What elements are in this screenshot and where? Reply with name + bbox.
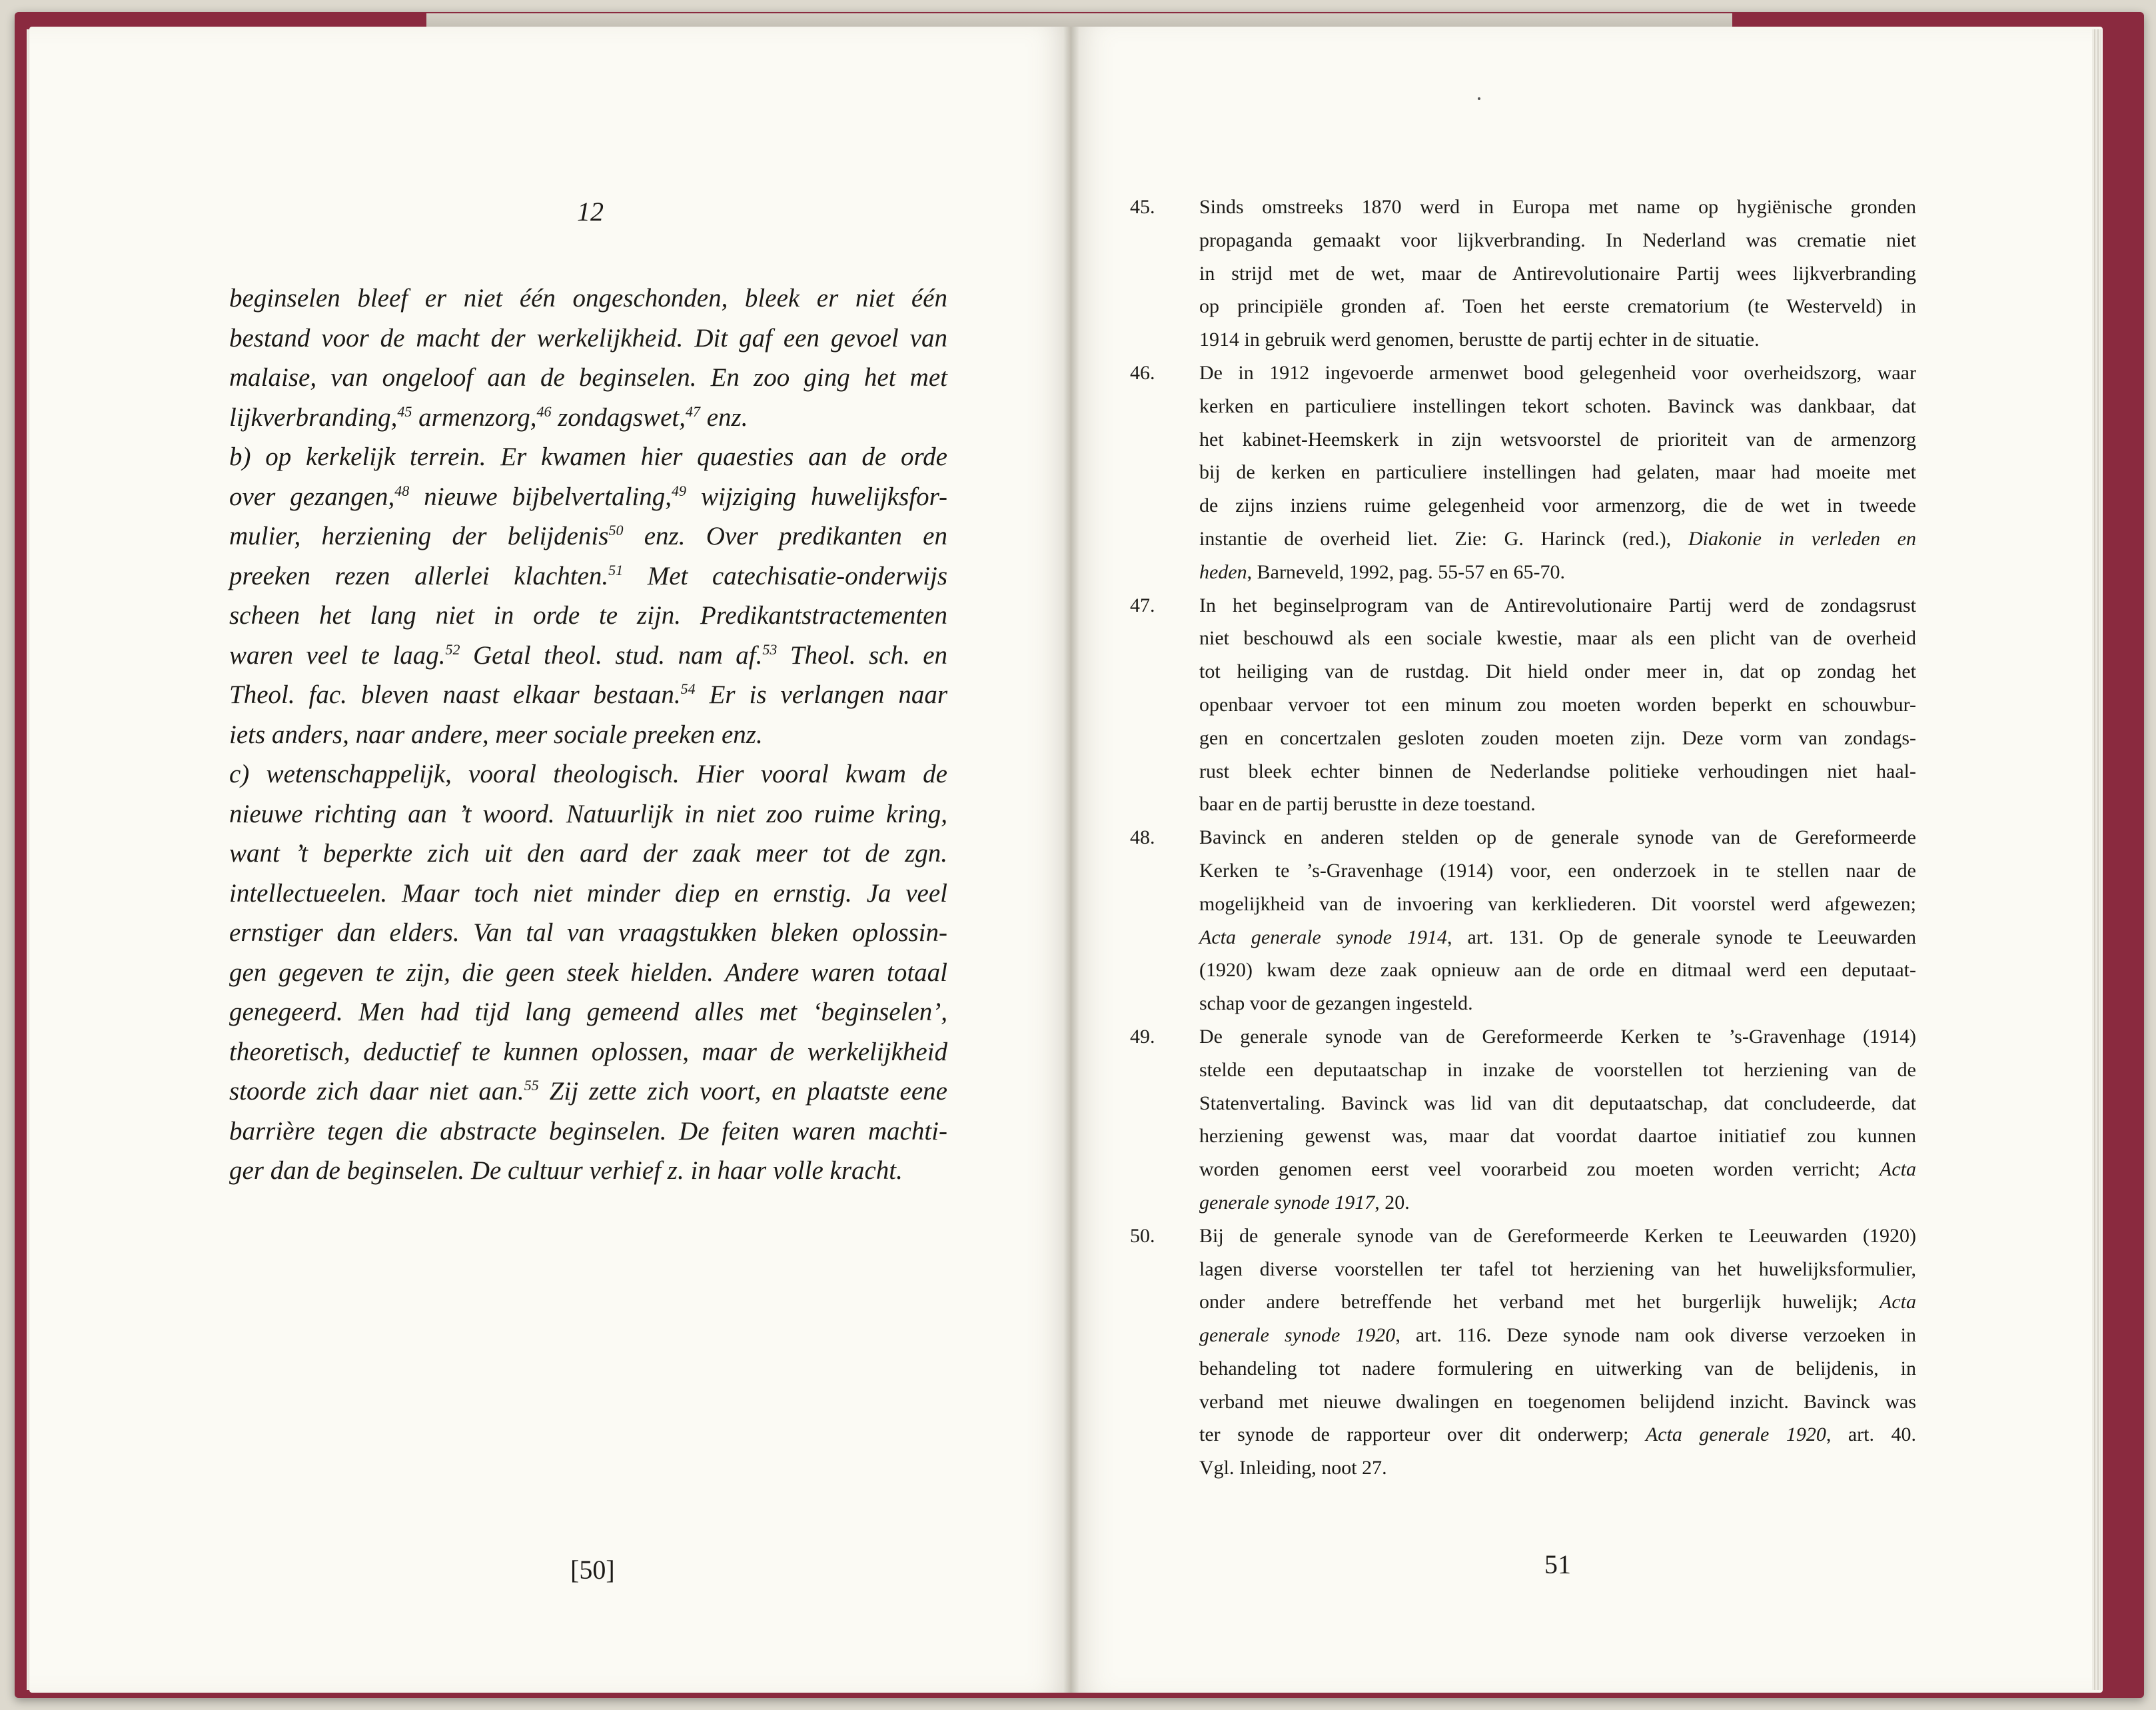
endnote-text: Statenvertaling. Bavinck was lid van dit deputaatschap, dat concludeerde, dat [1199,1092,1916,1114]
endnote-text: rust bleek echter binnen de Nederlandse politieke verhoudingen niet haal- [1199,760,1916,782]
endnote-text: propaganda gemaakt voor lijkverbranding. In Nederland was crematie niet [1199,229,1916,251]
endnote-line [1199,423,1916,456]
body-line [229,358,947,398]
endnote-line [1199,556,1916,589]
body-text: over gezangen, [229,482,395,511]
body-text: armenzorg, [412,403,537,432]
endnote-number: 48. [1130,826,1155,849]
body-text: waren veel te laag. [229,640,446,670]
body-line [229,834,947,874]
body-text: b) op kerkelijk terrein. Er kwamen hier quaesties aan de orde [229,442,947,471]
endnote-text: , art. 116. Deze synode nam ook diverse verzoeken in [1395,1324,1917,1347]
endnote-line [1199,1120,1916,1153]
left-folio: [50] [570,1555,615,1585]
body-line [229,1072,947,1112]
endnote-line [1199,722,1916,755]
body-line [229,279,947,319]
endnote-line [1199,323,1916,357]
endnote-text: mogelijkheid van de invoering van kerkliederen. Dit voorstel werd afgewezen; [1199,892,1916,915]
endnote-italic-text: Acta generale 1920 [1645,1423,1826,1446]
endnote-line [1199,1153,1916,1186]
body-text: bestand voor de macht der werkelijkheid. Dit gaf een gevoel van [229,323,947,353]
body-line [229,715,947,755]
endnote-line [1199,854,1916,888]
endnote-text: het kabinet-Heemskerk in zijn wetsvoorstel de prioriteit van de armenzorg [1199,428,1916,450]
endnote-text: Bavinck en anderen stelden op de generale synode van de Gereformeerde [1199,826,1916,849]
endnote-line [1199,1319,1916,1352]
endnote-text: onder andere betreffende het verband met het burgerlijk huwelijk; [1199,1291,1880,1313]
endnote [1130,821,1916,1020]
endnote-text: ter synode de rapporteur over dit onderwerp; [1199,1423,1646,1446]
body-text: Theol. sch. en [777,640,947,670]
chapter-number: 12 [577,197,604,227]
endnote-text: in strijd met de wet, maar de Antirevolutionaire Partij wees lijkverbranding [1199,262,1916,285]
endnote-line [1199,821,1916,854]
body-text: nieuwe bijbelvertaling, [409,482,672,511]
endnote-italic-text: generale synode 1920 [1199,1324,1396,1347]
endnote-line [1199,1385,1916,1419]
endnote-text: kerken en particuliere instellingen tekort schoten. Bavinck was dankbaar, dat [1199,395,1916,417]
body-text: barrière tegen die abstracte beginselen. De feiten waren machti- [229,1116,947,1146]
endnote-italic-text: Diakonie in verleden en [1688,527,1917,550]
endnote-text: De in 1912 ingevoerde armenwet bood gelegenheid voor overheidszorg, waar [1199,361,1916,384]
endnote [1130,589,1916,822]
body-line [229,477,947,517]
endnote-line [1199,688,1916,722]
footnote-ref: 53 [762,640,778,658]
page-edges-right [2092,29,2101,1690]
endnote-text: Bij de generale synode van de Gereformeerde Kerken te Leeuwarden (1920) [1199,1224,1916,1247]
endnote-text: De generale synode van de Gereformeerde Kerken te ’s-Gravenhage (1914) [1199,1025,1916,1048]
endnote-line [1199,622,1916,655]
paper-speck [1478,97,1480,100]
body-text: Met catechisatie-onderwijs [623,561,947,590]
body-line [229,675,947,715]
body-text: preeken rezen allerlei klachten. [229,561,609,590]
endnote-text: herziening gewenst was, maar dat voordat daartoe initiatief zou kunnen [1199,1125,1916,1148]
body-text: genegeerd. Men had tijd lang gemeend alles met ‘beginselen’, [229,998,947,1026]
endnote-line [1199,655,1916,688]
endnote-text: In het beginselprogram van de Antirevolutionaire Partij werd de zondagsrust [1199,594,1916,616]
endnote-number: 45. [1130,196,1155,218]
body-line [229,794,947,834]
body-line [229,913,947,953]
left-page-body [229,279,947,1191]
endnote-text: verband met nieuwe dwalingen en toegenomen belijdend inzicht. Bavinck was [1199,1390,1916,1413]
body-line [229,953,947,993]
body-text: Getal theol. stud. nam af. [460,640,763,670]
body-line [229,556,947,596]
body-line [229,874,947,914]
endnote-text: Sinds omstreeks 1870 werd in Europa met name op hygiënische gronden [1199,196,1916,218]
endnote-line [1199,589,1916,622]
endnote-text: stelde een deputaatschap in inzake de voorstellen tot herziening van de [1199,1058,1916,1081]
body-line [229,754,947,794]
footnote-ref: 46 [536,403,552,420]
endnote-line [1199,456,1916,489]
endnote-text: Vgl. Inleiding, noot 27. [1199,1457,1387,1479]
endnote-text: schap voor de gezangen ingesteld. [1199,992,1473,1015]
footnote-ref: 55 [524,1077,539,1094]
footnote-ref: 50 [608,522,624,538]
body-line [229,1032,947,1072]
endnote-line [1199,290,1916,323]
endnote-text: lagen diverse voorstellen ter tafel tot herziening van het huwelijksformulier, [1199,1258,1916,1280]
body-text: scheen het lang niet in orde te zijn. Predikantstractementen [229,601,947,630]
endnote-line [1199,1253,1916,1286]
body-text: enz. [700,403,748,432]
body-line [229,398,947,438]
endnote-text: baar en de partij berustte in deze toestand. [1199,793,1536,816]
endnote-line [1199,1418,1916,1451]
body-text: wijziging huwelijksfor- [686,482,947,511]
body-text: want ’t beperkte zich uit den aard der zaak meer tot de zgn. [229,839,947,868]
endnote-text: tot heiliging van de rustdag. Dit hield onder meer in, dat op zondag het [1199,660,1916,683]
footnote-ref: 54 [680,680,696,697]
endnote-line [1199,357,1916,390]
body-text: malaise, van ongeloof aan de beginselen. En zoo ging het met [229,363,947,392]
endnote [1130,357,1916,589]
endnote-line [1199,1020,1916,1054]
endnote-text: behandeling tot nadere formulering en uitwerking van de belijdenis, in [1199,1357,1916,1379]
endnote-text: , art. 131. Op de generale synode te Leeuwarden [1447,926,1916,948]
endnote-text: , Barneveld, 1992, pag. 55-57 en 65-70. [1247,560,1566,583]
endnote-line [1199,1285,1916,1319]
endnote-text: openbaar vervoer tot een minum zou moeten worden beperkt en schouwbur- [1199,693,1916,716]
endnote-italic-text: Acta [1880,1158,1916,1181]
endnote-line [1199,755,1916,788]
endnote-number: 46. [1130,361,1155,384]
endnote-text: Kerken te ’s-Gravenhage (1914) voor, een onderzoek in te stellen naar de [1199,859,1916,882]
endnote-text: instantie de overheid liet. Zie: G. Harinck (red.), [1199,527,1688,550]
endnote [1130,1220,1916,1485]
footnote-ref: 52 [445,640,460,658]
endnote-text: (1920) kwam deze zaak opnieuw aan de orde en ditmaal werd een deputaat- [1199,959,1916,982]
endnote-line [1199,888,1916,921]
endnote [1130,1020,1916,1220]
endnote-italic-text: Acta generale synode 1914 [1199,926,1448,948]
endnote-line [1199,1451,1916,1485]
body-text: theoretisch, deductief te kunnen oplossen, maar de werkelijkheid [229,1037,947,1066]
endnote-line [1199,921,1916,954]
endnote [1130,191,1916,357]
endnote-line [1199,1220,1916,1253]
endnote-line [1199,489,1916,522]
right-folio: 51 [1544,1549,1571,1579]
endnote-line [1199,954,1916,987]
endnote-line [1199,522,1916,556]
endnote-line [1199,1352,1916,1385]
endnote-number: 49. [1130,1025,1155,1048]
body-text: beginselen bleef er niet één ongeschonden, bleek er niet één [229,284,947,313]
footnote-ref: 49 [672,482,687,499]
endnote-line [1199,224,1916,257]
body-line [229,319,947,359]
footnote-ref: 51 [608,561,624,578]
endnote-text: bij de kerken en particuliere instellingen had gelaten, maar had moeite met [1199,461,1916,484]
body-line [229,437,947,477]
body-text: enz. Over predikanten en [623,522,947,550]
body-line [229,636,947,676]
endnote-text: gen en concertzalen gesloten zouden moeten zijn. Deze vorm van zondags- [1199,726,1916,749]
body-line [229,992,947,1032]
endnote-italic-text: Acta [1880,1291,1916,1313]
endnote-line [1199,191,1916,224]
endnote-text: op principiële gronden af. Toen het eerste crematorium (te Westerveld) in [1199,295,1916,318]
endnote-text: 1914 in gebruik werd genomen, berustte de partij echter in de situatie. [1199,329,1760,351]
body-text: Er is verlangen naar [695,680,948,709]
body-text: Theol. fac. bleven naast elkaar bestaan. [229,680,681,709]
body-text: gen gegeven te zijn, die geen steek hielden. Andere waren totaal [229,958,947,987]
body-text: Zij zette zich voort, en plaatste eene [538,1077,947,1106]
body-line [229,516,947,556]
endnote-line [1199,1186,1916,1220]
endnote-text: worden genomen eerst veel voorarbeid zou moeten worden verricht; [1199,1158,1880,1181]
endnote-line [1199,390,1916,423]
body-text: nieuwe richting aan ’t woord. Natuurlijk in niet zoo ruime kring, [229,799,947,828]
endnote-italic-text: generale synode 1917 [1199,1191,1375,1214]
endnote-line [1199,788,1916,821]
endnote-italic-text: heden [1199,560,1247,583]
body-text: c) wetenschappelijk, vooral theologisch. Hier vooral kwam de [229,760,947,788]
endnote-line [1199,257,1916,291]
body-text: intellectueelen. Maar toch niet minder diep en ernstig. Ja veel [229,878,947,908]
body-line [229,1151,947,1191]
endnote-text: , art. 40. [1826,1423,1916,1446]
body-text: iets anders, naar andere, meer sociale preeken enz. [229,720,763,749]
endnotes-list [1130,191,1916,1485]
endnote-number: 50. [1130,1224,1155,1247]
footnote-ref: 47 [685,403,700,420]
book-gutter [1063,27,1079,1693]
body-text: ger dan de beginselen. De cultuur verhief z. in haar volle kracht. [229,1156,903,1185]
body-line [229,596,947,636]
body-text: zondagswet, [551,403,686,432]
body-text: lijkverbranding, [229,403,398,432]
body-text: ernstiger dan elders. Van tal van vraagstukken bleken oplossin- [229,918,947,947]
body-text: stoorde zich daar niet aan. [229,1077,524,1106]
endnote-line [1199,987,1916,1020]
body-line [229,1112,947,1152]
endnote-number: 47. [1130,594,1155,616]
endnote-text: , 20. [1374,1191,1410,1214]
endnote-line [1199,1054,1916,1087]
endnote-text: niet beschouwd als een sociale kwestie, maar als een plicht van de overheid [1199,627,1916,650]
footnote-ref: 48 [394,482,410,499]
footnote-ref: 45 [397,403,412,420]
body-text: mulier, herziening der belijdenis [229,522,609,550]
endnote-line [1199,1087,1916,1120]
endnote-text: de zijns inziens ruime gelegenheid voor armenzorg, die de wet in tweede [1199,494,1916,517]
